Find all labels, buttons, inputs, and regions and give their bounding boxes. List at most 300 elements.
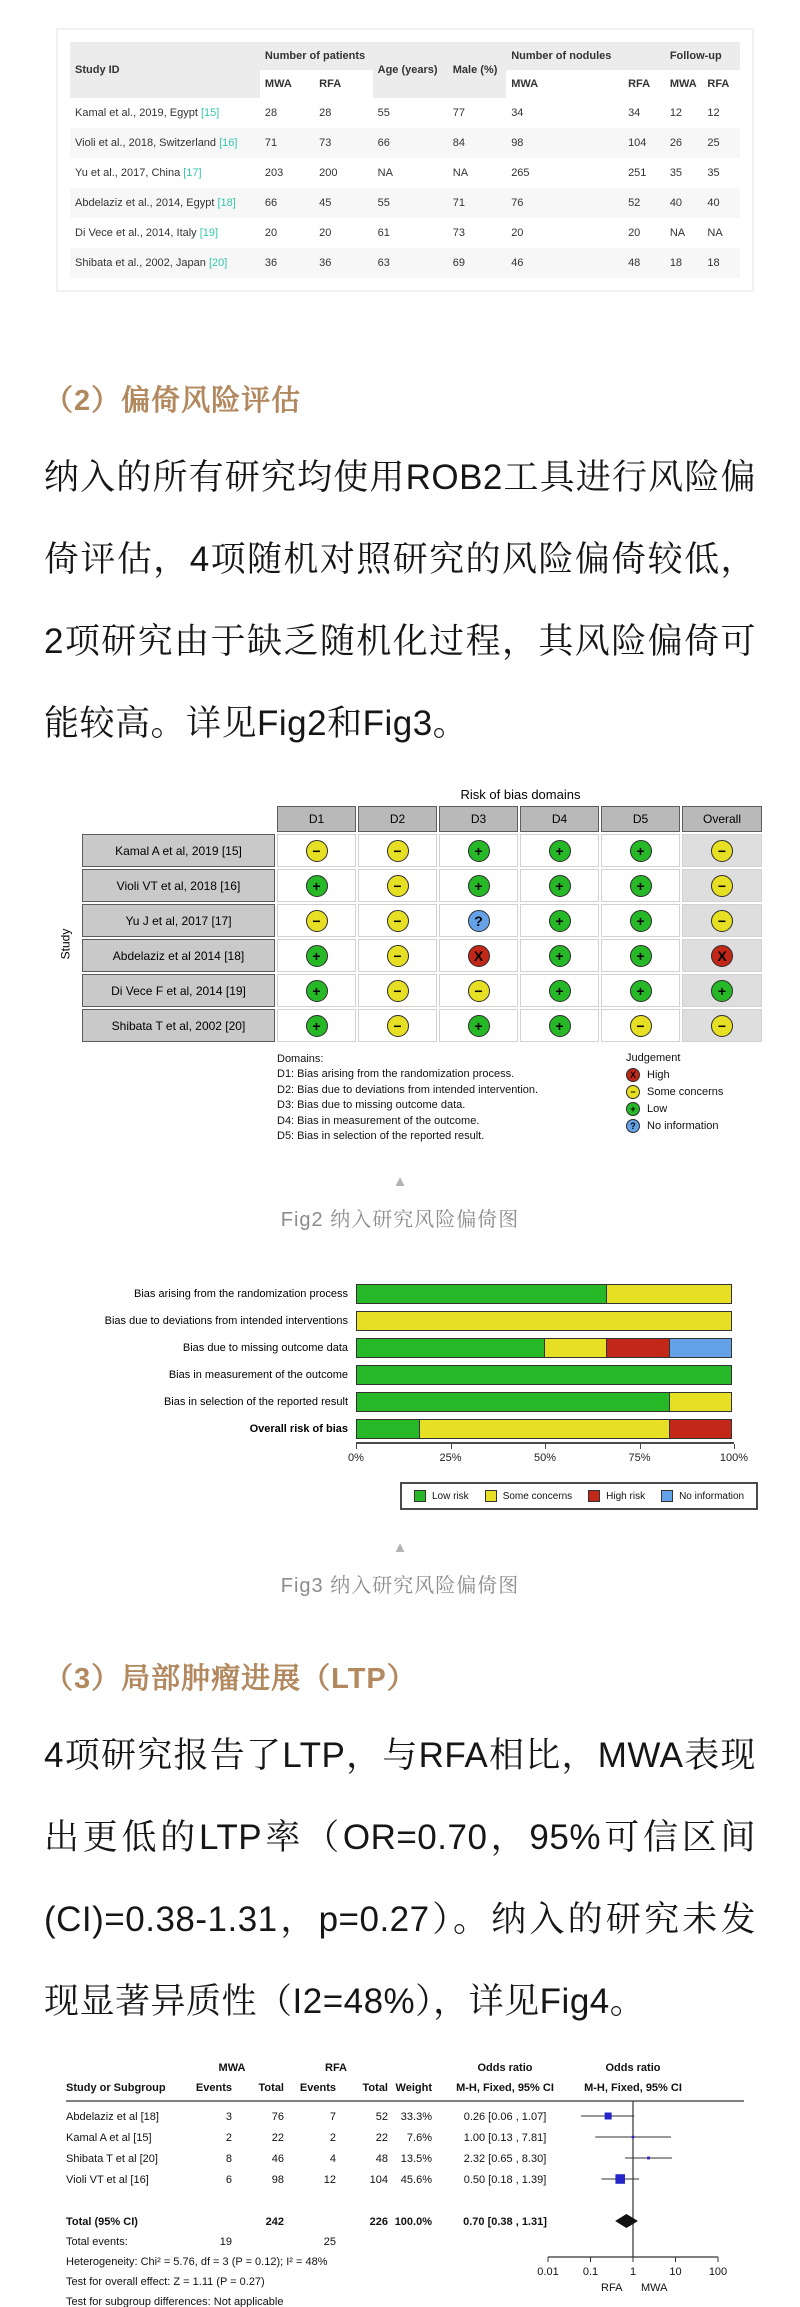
fig2-judgement-cell [358, 834, 437, 867]
collapse-triangle-icon[interactable]: ▲ [392, 1173, 408, 1191]
table-cell: 251 [628, 167, 647, 179]
fig3-bar-row [42, 1415, 768, 1442]
study-name: Kamal et al., 2019, Egypt [75, 107, 201, 119]
fig3-category-label: Overall risk of bias [249, 1422, 348, 1435]
table-cell: 66 [264, 197, 278, 209]
fig2-judgement-legend-title: Judgement [626, 1052, 681, 1064]
fig2-judgement-cell [277, 834, 356, 867]
fig2-title: Risk of bias domains [460, 787, 581, 802]
study-table-body [70, 98, 740, 278]
header-method: M-H, Fixed, 95% CI [456, 2082, 554, 2095]
fig3-bar-track [356, 1365, 732, 1385]
header-total: Total [258, 2082, 284, 2095]
fig2-domain-header-d1: D1 [277, 806, 356, 832]
forest-text: 13.5% [400, 2153, 432, 2166]
table-cell: 84 [452, 137, 465, 149]
fig3-bar-track [356, 1338, 732, 1358]
fig2-domains-legend-title: Domains: [277, 1053, 324, 1065]
total-events-label: Total events: [66, 2236, 128, 2249]
fig3-bar-row [42, 1334, 768, 1361]
fig3-x-axis [348, 1442, 749, 1470]
fig3-segment-noinfo [669, 1339, 731, 1357]
forest-text: 33.3% [400, 2111, 432, 2124]
fig2-judgement-cell [520, 939, 599, 972]
forest-study-name: Shibata T et al [20] [66, 2153, 158, 2166]
fig2-judgement-legend [626, 1052, 764, 1144]
fig2-judgement-cell [358, 869, 437, 902]
fig2-judgement-cell [520, 834, 599, 867]
fig2-judgement-cell [520, 974, 599, 1007]
subcol-rfa: RFA [319, 78, 342, 90]
table-cell: 48 [628, 257, 641, 269]
judgement-low-icon: + [468, 1015, 490, 1037]
total-diamond [615, 2214, 638, 2228]
judgement-low-icon: + [549, 980, 571, 1002]
study-name-cell [70, 158, 260, 188]
forest-text: 2.32 [0.65 , 8.30] [463, 2153, 547, 2166]
fig2-domains-legend [277, 1052, 538, 1144]
forest-text: 242 [265, 2216, 284, 2229]
table-cell: 20 [319, 227, 332, 239]
axis-tick [451, 1444, 452, 1449]
citation-link[interactable]: [20] [208, 257, 228, 269]
header-events: Events [299, 2082, 336, 2095]
citation-link[interactable]: [16] [219, 137, 238, 149]
table-cell: 12 [669, 107, 683, 119]
subcol-mwa: MWA [264, 78, 292, 90]
header-mwa: MWA [218, 2062, 246, 2075]
study-table-header [70, 42, 740, 98]
fig2-judgement-cell [601, 834, 680, 867]
axis-tick-label: 0% [348, 1452, 364, 1465]
fig2-domain-header-d4: D4 [520, 806, 599, 832]
axis-tick [356, 1444, 357, 1449]
forest-study-name: Violi VT et al [16] [66, 2174, 149, 2187]
fig2-domain-definition: D4: Bias in measurement of the outcome. [277, 1114, 480, 1127]
axis-tick-label: 50% [533, 1452, 557, 1465]
favours-right-label: MWA [641, 2282, 668, 2295]
fig2-judgement-cell [520, 1009, 599, 1042]
judgement-noinfo-icon: ? [468, 910, 490, 932]
study-name-cell [70, 128, 260, 158]
study-name-cell [70, 98, 260, 128]
fig2-judgement-cell [358, 939, 437, 972]
table-cell: 61 [377, 227, 390, 239]
col-number-of-patients: Number of patients [260, 42, 373, 70]
section-3-paragraph: 4项研究报告了LTP，与RFA相比，MWA表现出更低的LTP率（OR=0.70，95%可信区间(CI)=0.38-1.31，p=0.27）。纳入的研究未发现显著异质性（I2=48%），详见Fig4。 [44, 1736, 756, 2022]
fig2-study-label: Shibata T et al, 2002 [20] [82, 1009, 275, 1042]
study-name: Abdelaziz et al., 2014, Egypt [75, 197, 218, 209]
table-cell: 76 [511, 197, 524, 209]
table-cell: NA [452, 167, 469, 179]
forest-text: 6 [225, 2174, 232, 2187]
header-total: Total [362, 2082, 388, 2095]
table-cell: 26 [669, 137, 683, 149]
fig3-bar-row [42, 1280, 768, 1307]
judgement-low-icon: + [549, 910, 571, 932]
fig4-forest-svg [0, 2057, 800, 2307]
col-study-id: Study ID [70, 42, 260, 98]
legend-label: Low risk [432, 1490, 469, 1502]
fig2-judgement-cell [439, 904, 518, 937]
fig2-study-label: Kamal A et al, 2019 [15] [82, 834, 275, 867]
fig2-judgement-cell [682, 904, 762, 937]
fig3-bar-row [42, 1307, 768, 1334]
table-cell: 71 [452, 197, 465, 209]
fig3-bar-track [356, 1392, 732, 1412]
table-cell: 40 [707, 197, 720, 209]
fig3-segment-low [357, 1339, 544, 1357]
study-name: Shibata et al., 2002, Japan [75, 257, 209, 269]
collapse-triangle-icon[interactable]: ▲ [392, 1539, 408, 1557]
forest-text: 104 [369, 2174, 388, 2187]
judgement-high-icon: X [626, 1068, 640, 1082]
legend-item [626, 1085, 764, 1099]
fig2-caption-block [0, 1174, 800, 1232]
fig2-judgement-cell [601, 1009, 680, 1042]
axis-tick-label: 25% [439, 1452, 462, 1465]
judgement-high-icon: X [711, 945, 733, 967]
judgement-low-icon: + [630, 910, 652, 932]
table-cell: 265 [511, 167, 530, 179]
forest-text: 76 [271, 2111, 284, 2124]
judgement-some-icon: − [387, 840, 409, 862]
article-page [0, 28, 800, 2307]
forest-text: 45.6% [400, 2174, 432, 2187]
axis-tick-label: 10 [669, 2266, 682, 2279]
judgement-low-icon: + [468, 875, 490, 897]
legend-label: High [647, 1069, 670, 1081]
table-cell: 20 [264, 227, 278, 239]
fig3-risk-of-bias-bar-chart [42, 1280, 768, 1510]
table-row [70, 158, 740, 188]
table-cell: 104 [628, 137, 647, 149]
noinfo-color-swatch [661, 1490, 673, 1502]
fig2-domain-header-d2: D2 [358, 806, 437, 832]
fig2-domain-definition: D3: Bias due to missing outcome data. [277, 1099, 466, 1112]
axis-tick-label: 0.1 [582, 2266, 599, 2279]
judgement-some-icon: − [711, 875, 733, 897]
forest-study-name: Abdelaziz et al [18] [66, 2111, 159, 2124]
judgement-some-icon: − [468, 980, 490, 1002]
section-2-paragraph: 纳入的所有研究均使用ROB2工具进行风险偏倚评估，4项随机对照研究的风险偏倚较低，2项研究由于缺乏随机化过程，其风险偏倚可能较高。详见Fig2和Fig3。 [44, 458, 756, 743]
section-2-heading: （2）偏倚风险评估 [44, 385, 302, 417]
fig2-legend [277, 1052, 764, 1144]
table-cell: 18 [669, 257, 683, 269]
fig2-domain-definition: D2: Bias due to deviations from intended intervention. [277, 1083, 539, 1096]
or-point-square [615, 2175, 625, 2185]
table-cell: 46 [511, 257, 524, 269]
table-cell: 203 [264, 167, 284, 179]
forest-text: 25 [323, 2236, 336, 2249]
fig2-domain-definition: D5: Bias in selection of the reported result. [277, 1129, 485, 1142]
table-row [70, 218, 740, 248]
axis-tick [734, 1444, 735, 1449]
forest-text: 0.26 [0.06 , 1.07] [463, 2111, 547, 2124]
col-follow-up: Follow-up [665, 42, 740, 70]
header-weight: Weight [395, 2082, 432, 2095]
section-3-heading: （3）局部肿瘤进展（LTP） [44, 1663, 417, 1696]
judgement-low-icon: + [306, 1015, 328, 1037]
table-cell: 12 [707, 107, 720, 119]
judgement-low-icon: + [549, 875, 571, 897]
table-cell: 69 [452, 257, 465, 269]
forest-text: 48 [375, 2153, 388, 2166]
fig2-domain-header-d3: D3 [439, 806, 518, 832]
table-cell: 34 [628, 107, 641, 119]
fig3-segment-some [606, 1285, 731, 1303]
fig2-judgement-cell [439, 869, 518, 902]
header-events: Events [195, 2082, 232, 2095]
fig2-judgement-cell [358, 974, 437, 1007]
fig2-judgement-cell [601, 869, 680, 902]
citation-link[interactable]: [17] [183, 167, 202, 179]
fig2-corner [82, 806, 275, 832]
forest-text: 3 [225, 2111, 232, 2124]
header-odds-ratio: Odds ratio [477, 2062, 533, 2075]
fig2-judgement-cell [358, 1009, 437, 1042]
citation-link[interactable]: [18] [217, 197, 236, 209]
col-age: Age (years) [373, 42, 448, 98]
table-cell: 77 [452, 107, 465, 119]
fig3-legend [400, 1482, 758, 1510]
axis-tick [545, 1444, 546, 1449]
axis-tick-label: 0.01 [537, 2266, 559, 2279]
judgement-low-icon: + [630, 945, 652, 967]
favours-left-label: RFA [601, 2282, 623, 2295]
fig2-judgement-cell [682, 869, 762, 902]
fig2-judgement-cell [277, 869, 356, 902]
fig2-judgement-cell [682, 939, 762, 972]
judgement-low-icon: + [630, 875, 652, 897]
study-characteristics-table-card [56, 28, 754, 292]
forest-text: 7.6% [406, 2132, 432, 2145]
axis-tick-label: 100 [708, 2266, 728, 2279]
col-number-of-nodules: Number of nodules [506, 42, 665, 70]
judgement-some-icon: − [387, 910, 409, 932]
forest-footnote: Test for overall effect: Z = 1.11 (P = 0.27) [66, 2276, 265, 2289]
fig2-judgement-cell [439, 834, 518, 867]
fig3-category-label: Bias arising from the randomization process [134, 1287, 348, 1300]
judgement-low-icon: + [549, 840, 571, 862]
judgement-some-icon: − [306, 840, 328, 862]
high-color-swatch [588, 1490, 600, 1502]
fig2-judgement-cell [682, 1009, 762, 1042]
study-name-cell [70, 218, 260, 248]
fig3-segment-low [357, 1366, 731, 1384]
judgement-some-icon: − [711, 1015, 733, 1037]
fig2-study-label: Violi VT et al, 2018 [16] [82, 869, 275, 902]
fig3-caption-block [0, 1540, 800, 1598]
study-name: Violi et al., 2018, Switzerland [75, 137, 220, 149]
fig2-judgement-cell [601, 974, 680, 1007]
fig2-judgement-cell [682, 834, 762, 867]
subcol-mwa: MWA [511, 78, 539, 90]
study-name: Yu et al., 2017, China [75, 167, 184, 179]
judgement-some-icon: − [387, 875, 409, 897]
subcol-rfa: RFA [628, 78, 651, 90]
judgement-some-icon: − [387, 1015, 409, 1037]
judgement-some-icon: − [306, 910, 328, 932]
judgement-some-icon: − [387, 980, 409, 1002]
low-color-swatch [414, 1490, 426, 1502]
table-cell: 28 [319, 107, 332, 119]
judgement-low-icon: + [549, 945, 571, 967]
fig2-study-label: Di Vece F et al, 2014 [19] [82, 974, 275, 1007]
judgement-high-icon: X [468, 945, 490, 967]
forest-text: 2 [329, 2132, 336, 2145]
judgement-low-icon: + [306, 980, 328, 1002]
table-cell: NA [377, 167, 393, 179]
legend-item [626, 1119, 764, 1133]
legend-label: High risk [606, 1490, 646, 1502]
axis-tick [640, 1444, 641, 1449]
fig3-segment-high [606, 1339, 668, 1357]
subcol-rfa: RFA [707, 78, 730, 90]
legend-label: Low [647, 1103, 668, 1115]
legend-item [588, 1490, 645, 1502]
some-color-swatch [485, 1490, 497, 1502]
fig3-bar-track [356, 1284, 732, 1304]
table-cell: 25 [707, 137, 720, 149]
table-cell: 28 [264, 107, 278, 119]
forest-study-name: Kamal A et al [15] [66, 2132, 152, 2145]
table-cell: 35 [669, 167, 683, 179]
forest-text: 46 [271, 2153, 284, 2166]
header-method: M-H, Fixed, 95% CI [584, 2082, 682, 2095]
forest-text: 1.00 [0.13 , 7.81] [463, 2132, 547, 2145]
table-row [70, 98, 740, 128]
fig2-judgement-cell [277, 974, 356, 1007]
table-cell: 18 [707, 257, 720, 269]
fig2-judgement-cell [277, 904, 356, 937]
fig2-judgement-cell [277, 939, 356, 972]
judgement-low-icon: + [306, 945, 328, 967]
forest-text: 22 [271, 2132, 284, 2145]
legend-item [661, 1490, 744, 1502]
fig2-judgement-cell [601, 939, 680, 972]
or-point-square [647, 2157, 650, 2160]
fig2-grid [82, 806, 768, 1042]
forest-text: 52 [375, 2111, 388, 2124]
forest-text: 226 [369, 2216, 388, 2229]
table-row [70, 188, 740, 218]
judgement-some-icon: − [711, 840, 733, 862]
forest-text: 7 [329, 2111, 336, 2124]
forest-text: 0.70 [0.38 , 1.31] [463, 2216, 547, 2229]
judgement-low-icon: + [468, 840, 490, 862]
table-cell: 45 [319, 197, 332, 209]
table-row [70, 248, 740, 278]
table-cell: NA [669, 227, 686, 239]
fig2-domain-definition: D1: Bias arising from the randomization process. [277, 1068, 515, 1081]
judgement-some-icon: − [626, 1085, 640, 1099]
legend-item [414, 1490, 469, 1502]
axis-tick-label: 75% [628, 1452, 651, 1465]
table-cell: 71 [264, 137, 278, 149]
subcol-mwa: MWA [669, 78, 697, 90]
header-odds-ratio: Odds ratio [605, 2062, 661, 2075]
fig2-caption: Fig2 纳入研究风险偏倚图 [280, 1209, 520, 1232]
study-name: Di Vece et al., 2014, Italy [75, 227, 200, 239]
legend-item [626, 1102, 764, 1116]
table-cell: 20 [628, 227, 641, 239]
forest-text: 98 [271, 2174, 284, 2187]
table-cell: 55 [377, 107, 390, 119]
judgement-low-icon: + [630, 840, 652, 862]
table-cell: 73 [319, 137, 332, 149]
fig3-segment-some [544, 1339, 606, 1357]
fig2-domain-header-d5: D5 [601, 806, 680, 832]
fig3-segment-some [669, 1393, 731, 1411]
forest-text: 4 [329, 2153, 336, 2166]
forest-text: 0.50 [0.18 , 1.39] [463, 2174, 547, 2187]
judgement-low-icon: + [549, 1015, 571, 1037]
fig3-category-label: Bias in selection of the reported result [163, 1395, 348, 1408]
fig4-forest-plot [0, 2057, 800, 2307]
table-cell: 73 [452, 227, 465, 239]
fig2-judgement-cell [439, 939, 518, 972]
header-row-groups [70, 42, 740, 70]
axis-tick-label: 100% [719, 1452, 749, 1465]
fig3-segment-low [357, 1420, 419, 1438]
fig2-study-label: Abdelaziz et al 2014 [18] [82, 939, 275, 972]
citation-link[interactable]: [15] [200, 107, 220, 119]
fig3-segment-low [357, 1285, 606, 1303]
table-cell: 35 [707, 167, 720, 179]
judgement-low-icon: + [711, 980, 733, 1002]
header-study: Study or Subgroup [66, 2082, 166, 2095]
legend-label: Some concerns [647, 1086, 724, 1098]
forest-text: 2 [225, 2132, 232, 2145]
fig3-category-label: Bias in measurement of the outcome [168, 1368, 348, 1381]
table-cell: 63 [377, 257, 390, 269]
table-cell: 36 [264, 257, 278, 269]
forest-text: 8 [225, 2153, 232, 2166]
legend-label: No information [679, 1490, 745, 1502]
citation-link[interactable]: [19] [199, 227, 219, 239]
table-cell: 34 [511, 107, 524, 119]
forest-text: 12 [323, 2174, 336, 2187]
or-point-square [632, 2136, 635, 2139]
table-cell: 20 [511, 227, 524, 239]
study-name-cell [70, 188, 260, 218]
fig2-judgement-cell [277, 1009, 356, 1042]
judgement-low-icon: + [630, 980, 652, 1002]
table-cell: 66 [377, 137, 390, 149]
judgement-noinfo-icon: ? [626, 1119, 640, 1133]
fig3-bar-row [42, 1361, 768, 1388]
forest-text: 19 [219, 2236, 232, 2249]
judgement-some-icon: − [711, 910, 733, 932]
table-cell: 55 [377, 197, 390, 209]
fig2-judgement-cell [358, 904, 437, 937]
fig2-domain-header-overall: Overall [682, 806, 762, 832]
fig2-y-axis-label: Study [58, 928, 73, 960]
fig2-judgement-cell [682, 974, 762, 1007]
header-rfa: RFA [325, 2062, 347, 2075]
table-row [70, 128, 740, 158]
fig2-risk-of-bias-traffic-light-plot [42, 787, 768, 1144]
fig3-segment-some [357, 1312, 731, 1330]
fig3-segment-some [419, 1420, 668, 1438]
fig3-bar-row [42, 1388, 768, 1415]
fig2-judgement-cell [520, 904, 599, 937]
table-cell: NA [707, 227, 723, 239]
table-cell: 36 [319, 257, 332, 269]
fig2-judgement-cell [601, 904, 680, 937]
table-cell: 40 [669, 197, 683, 209]
